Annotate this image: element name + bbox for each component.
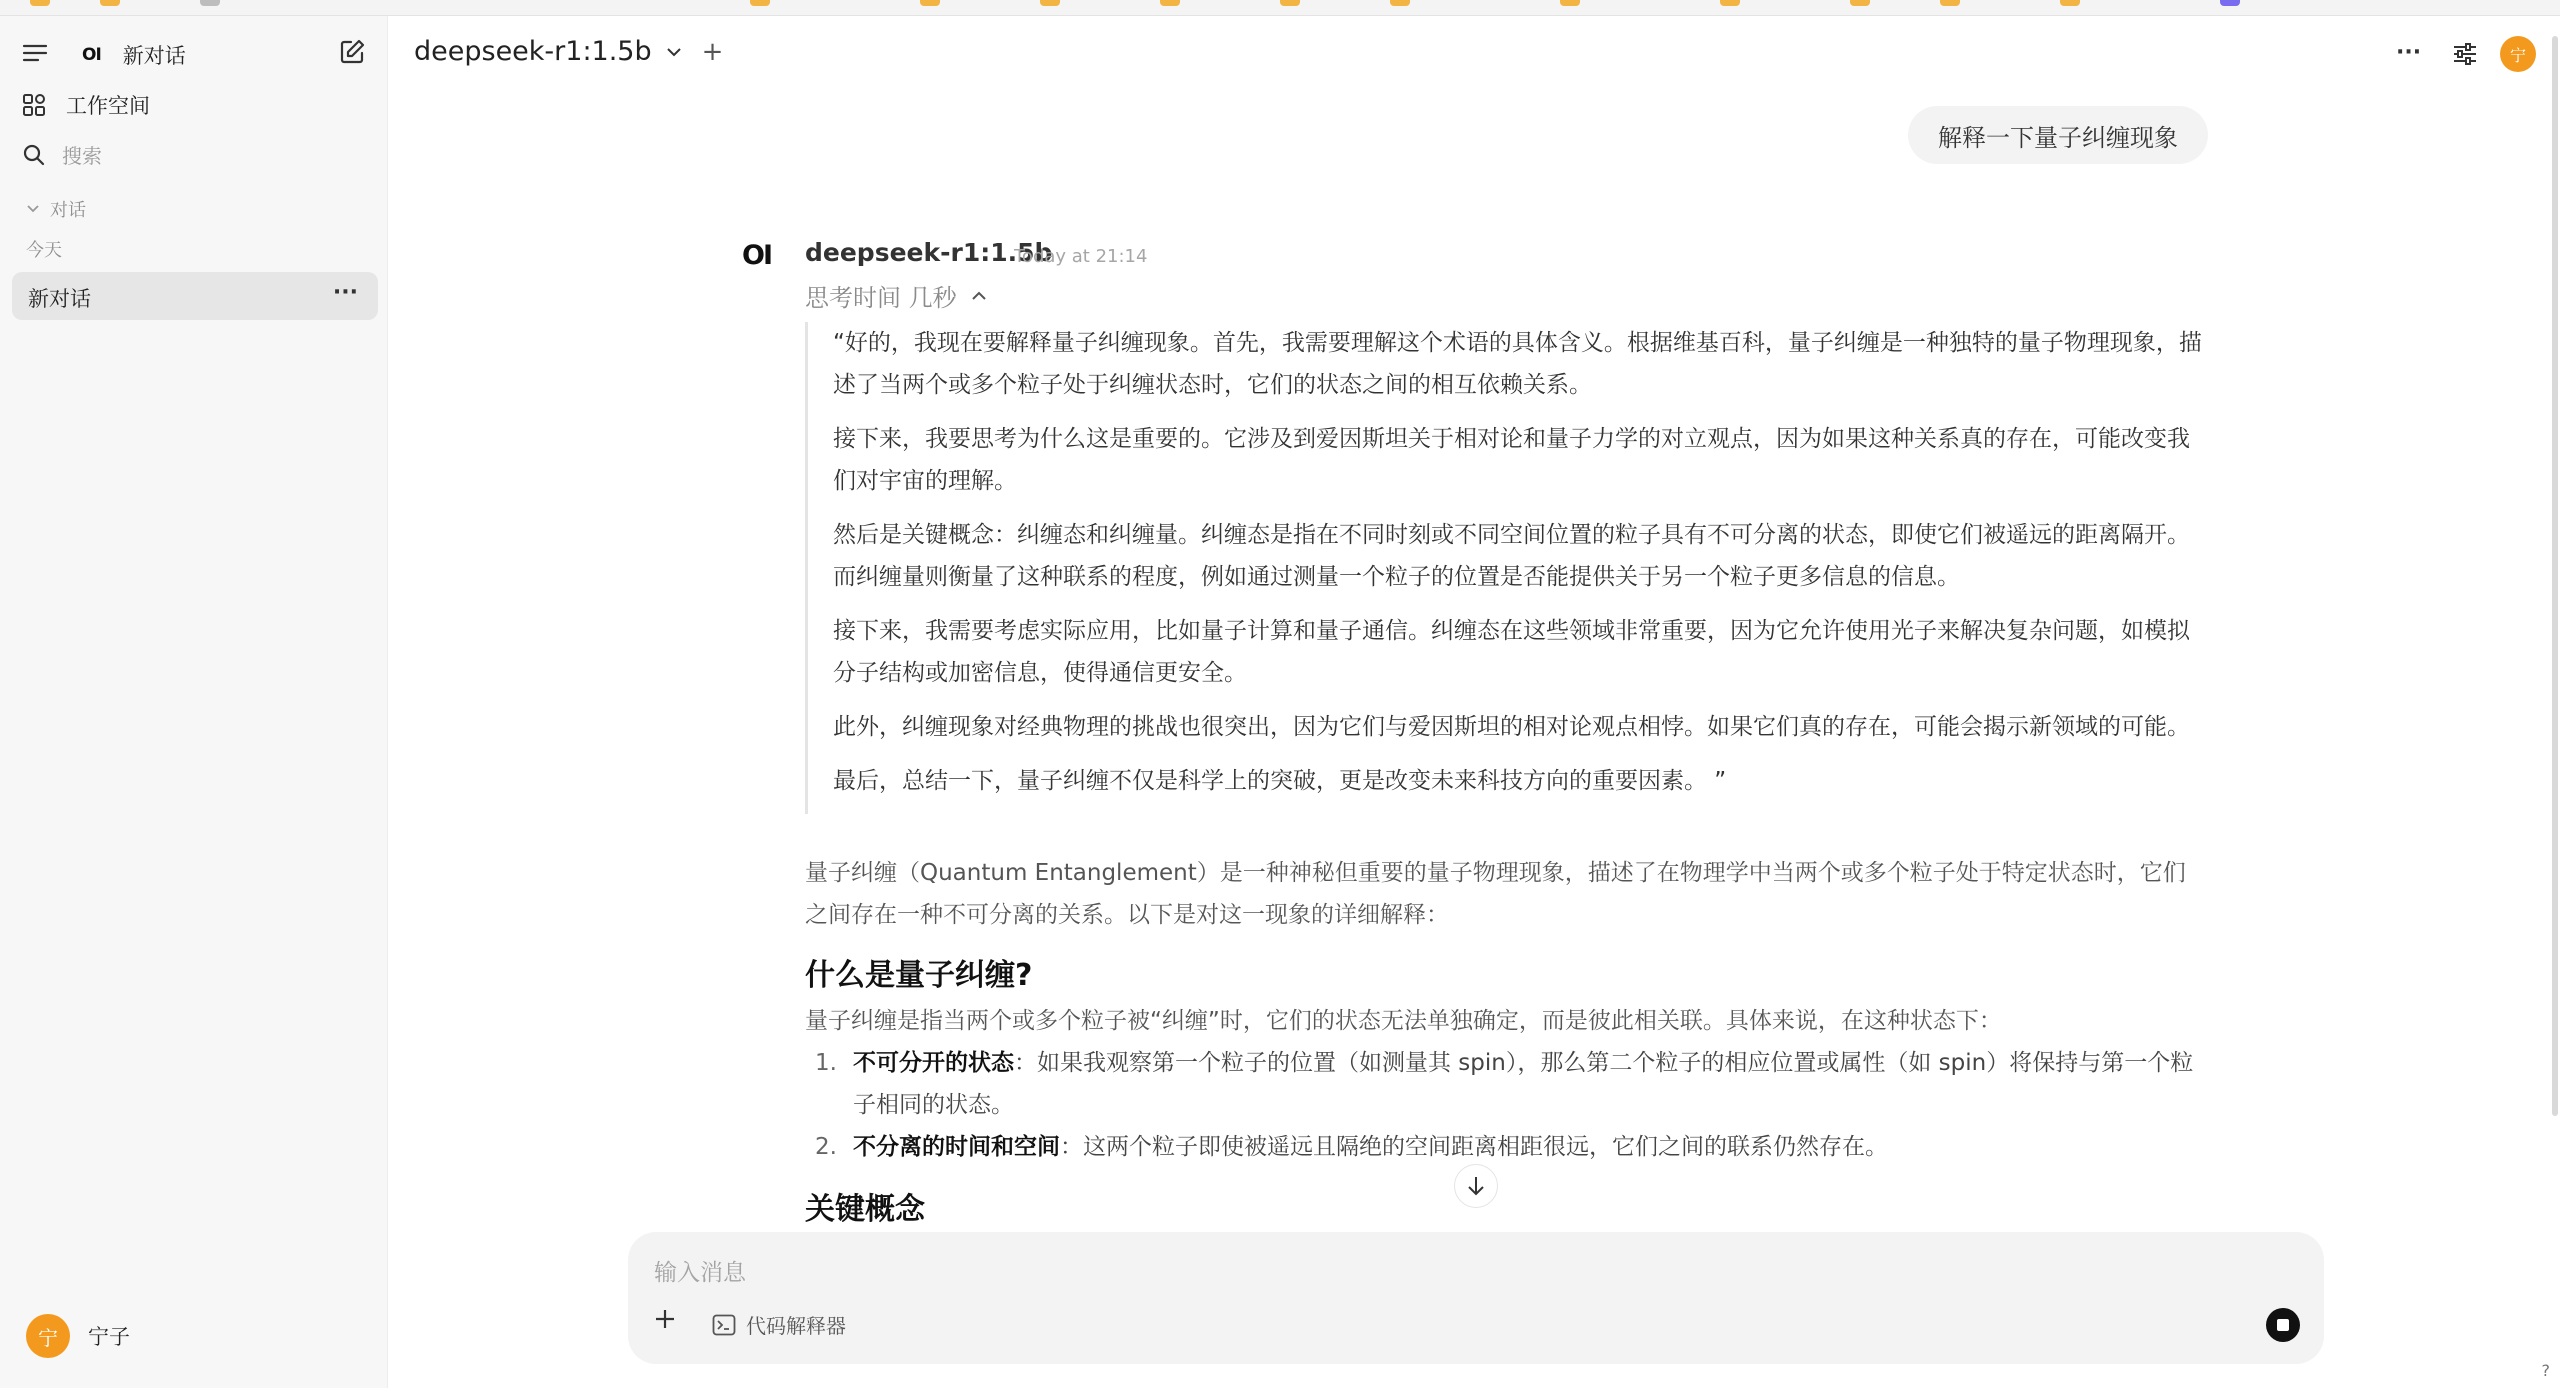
sidebar-item-workspace[interactable] [22,90,150,120]
menu-icon [22,42,48,64]
more-icon: ··· [2396,40,2422,65]
attach-button[interactable] [654,1308,676,1334]
more-options-button[interactable] [2396,40,2421,65]
help-button[interactable]: ? [2541,1361,2550,1380]
section-label: 对话 [50,200,86,221]
list-item-title: 不分离的时间和空间 [853,1134,1060,1160]
answer-intro [805,852,2205,936]
code-interpreter-toggle[interactable] [712,1310,846,1339]
avatar: 宁 [2500,36,2536,72]
new-chat-button[interactable] [338,38,366,66]
message-input[interactable]: 输入消息 [654,1260,746,1286]
assistant-logo: OI [742,240,771,271]
thinking-paragraph: 接下来，我需要考虑实际应用，比如量子计算和量子通信。纠缠态在这些领域非常重要，因为它允许使用光子来解决复杂问题，如模拟分子结构或加密信息，使得通信更安全。 [833,618,2190,686]
section-heading: 关键概念 [805,1192,925,1227]
add-model-button[interactable]: + [701,36,724,67]
user-name: 宁子 [88,1325,130,1349]
new-chat-link[interactable] [82,40,186,70]
list-item-title: 不可分开的状态 [853,1050,1014,1076]
message-composer [628,1232,2324,1364]
thinking-paragraph: 此外，纠缠现象对经典物理的挑战也很突出，因为它们与爱因斯坦的相对论观点相悖。如果它们真的存在，可能会揭示新领域的可能。 [833,714,2190,740]
search-icon [22,143,46,167]
thinking-paragraph: 最后，总结一下，量子纠缠不仅是科学上的突破，更是改变未来科技方向的重要因素。 ” [833,768,1727,794]
conversation-section-toggle[interactable] [26,196,86,222]
answer-paragraph: 量子纠缠是指当两个或多个粒子被“纠缠”时，它们的状态无法单独确定，而是彼此相关联。具体来说，在这种状态下： [805,1008,2002,1034]
user-menu[interactable] [26,1314,130,1358]
app-logo: OI [82,45,101,65]
chevron-down-icon [26,204,40,214]
code-interpreter-label: 代码解释器 [746,1314,846,1338]
answer-paragraph: 量子纠缠（Quantum Entanglement）是一种神秘但重要的量子物理现象，描述了在物理学中当两个或多个粒子处于特定状态时，它们之间存在一种不可分离的关系。以下是对这一现象的详细解释： [805,860,2186,928]
sidebar-item-label: 工作空间 [66,94,150,118]
chat-title: 新对话 [28,287,91,311]
user-message-bubble: 解释一下量子纠缠现象 [1908,106,2208,164]
chevron-down-icon [666,46,682,58]
thinking-toggle[interactable] [805,278,987,313]
list-item-text: ：如果我观察第一个粒子的位置（如测量其 spin），那么第二个粒子的相应位置或属性（如 spin）将保持与第一个粒子相同的状态。 [853,1050,2194,1118]
stop-generation-button[interactable] [2266,1308,2300,1342]
list-item [805,1042,2195,1126]
list-number: 2. [815,1134,837,1160]
scroll-to-bottom-button[interactable] [1454,1164,1498,1208]
thinking-paragraph: “好的，我现在要解释量子纠缠现象。首先，我需要理解这个术语的具体含义。根据维基百科，量子纠缠是一种独特的量子物理现象，描述了当两个或多个粒子处于纠缠状态时，它们的状态之间的相互依赖关系。 [833,330,2202,398]
sliders-icon [2452,42,2478,66]
answer-heading [805,1184,2205,1228]
stop-icon [2277,1319,2289,1331]
search-input[interactable]: 搜索 [62,144,102,168]
thinking-paragraph: 接下来，我要思考为什么这是重要的。它涉及到爱因斯坦关于相对论和量子力学的对立观点，因为如果这种关系真的存在，可能改变我们对宇宙的理解。 [833,426,2190,494]
section-heading: 什么是量子纠缠? [805,958,1033,993]
browser-bookmark-strip [0,0,2560,16]
thinking-content [805,322,2205,814]
chat-list-item[interactable] [12,272,378,320]
answer-paragraph-block [805,1000,2205,1042]
answer-heading [805,950,2205,994]
chevron-up-icon [971,290,987,302]
list-number: 1. [815,1050,837,1076]
message-timestamp: Today at 21:14 [1014,246,1148,267]
user-avatar-button[interactable] [2500,36,2536,72]
date-group-label: 今天 [26,240,62,261]
list-item [805,1126,2195,1168]
controls-button[interactable] [2452,42,2478,66]
arrow-down-icon [1466,1175,1486,1197]
sidebar-toggle-button[interactable] [22,42,48,64]
list-item-text: ：这两个粒子即使被遥远且隔绝的空间距离相距很远，它们之间的联系仍然存在。 [1060,1134,1888,1160]
thinking-label: 思考时间 几秒 [805,284,957,312]
scrollbar[interactable] [2550,16,2560,1388]
workspace-icon [22,93,46,117]
plus-icon [654,1308,676,1330]
sidebar-search[interactable] [22,140,102,169]
edit-icon [338,38,366,66]
terminal-icon [712,1314,736,1336]
model-name: deepseek-r1:1.5b [414,36,652,67]
new-chat-label: 新对话 [122,44,186,68]
model-selector[interactable] [414,36,723,67]
thinking-paragraph: 然后是关键概念：纠缠态和纠缠量。纠缠态是指在不同时刻或不同空间位置的粒子具有不可分离的状态，即使它们被遥远的距离隔开。而纠缠量则衡量了这种联系的程度，例如通过测量一个粒子的位置是否能提供关于另一个粒子更多信息的信息。 [833,522,2190,590]
chat-more-button[interactable]: ··· [332,280,358,305]
answer-list [805,1042,2195,1168]
avatar: 宁 [26,1314,70,1358]
assistant-name: deepseek-r1:1.5b [805,238,1053,267]
sidebar [0,16,388,1388]
